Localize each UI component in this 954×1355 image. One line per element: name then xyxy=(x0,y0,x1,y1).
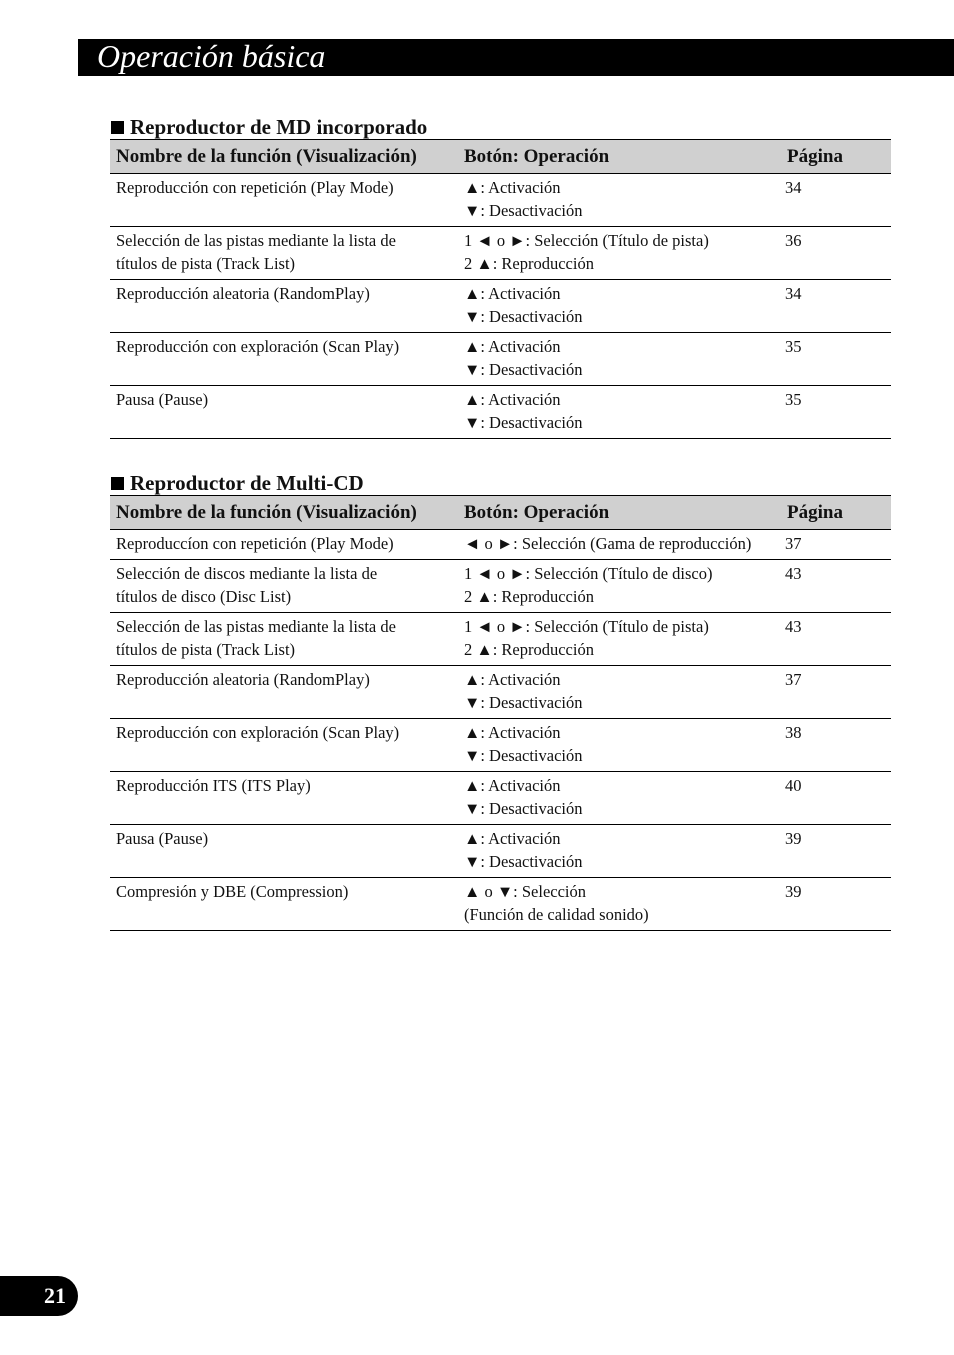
operation-cell-line: ▲: Activación xyxy=(464,337,561,356)
function-name-cell-line: Reproducción aleatoria (RandomPlay) xyxy=(116,284,370,303)
operation-cell xyxy=(458,772,781,825)
operation-cell xyxy=(458,280,781,333)
operation-cell-line: ▲: Activación xyxy=(464,723,561,742)
operation-cell-line: ▲: Activación xyxy=(464,284,561,303)
function-name-cell xyxy=(110,878,458,931)
function-name-cell xyxy=(110,174,458,227)
function-name-cell-line: Pausa (Pause) xyxy=(116,390,209,409)
operation-cell xyxy=(458,333,781,386)
table-row xyxy=(110,613,891,666)
operation-cell-line: 1 ◄ o ►: Selección (Título de pista) xyxy=(464,617,709,636)
function-table xyxy=(110,495,891,931)
function-name-cell-line: Compresión y DBE (Compression) xyxy=(116,882,349,901)
page-number-tab xyxy=(0,1276,78,1316)
page-cell xyxy=(781,530,891,560)
page-cell-line: 40 xyxy=(785,776,802,795)
table-row xyxy=(110,772,891,825)
function-name-cell-line xyxy=(116,850,452,873)
function-name-cell xyxy=(110,825,458,878)
function-name-cell xyxy=(110,280,458,333)
table-row xyxy=(110,825,891,878)
page-cell-line: 34 xyxy=(785,284,802,303)
column-header-page: Página xyxy=(781,496,891,530)
operation-cell-line: ▲: Activación xyxy=(464,776,561,795)
operation-cell-line: ▼: Desactivación xyxy=(464,693,583,712)
section-heading-text: Reproductor de Multi-CD xyxy=(130,471,364,495)
function-name-cell xyxy=(110,560,458,613)
function-name-cell xyxy=(110,227,458,280)
function-name-cell-line: Reproducción con exploración (Scan Play) xyxy=(116,337,400,356)
function-name-cell-line xyxy=(116,411,452,434)
section-multi-cd xyxy=(110,471,891,931)
operation-cell xyxy=(458,613,781,666)
operation-cell xyxy=(458,719,781,772)
operation-cell-line: ▼: Desactivación xyxy=(464,852,583,871)
page-cell xyxy=(781,227,891,280)
operation-cell-line: 2 ▲: Reproducción xyxy=(464,640,594,659)
title-bar xyxy=(78,39,954,76)
operation-cell-line: 1 ◄ o ►: Selección (Título de disco) xyxy=(464,564,713,583)
function-name-cell-line xyxy=(116,199,452,222)
page-cell xyxy=(781,613,891,666)
function-name-cell-line: Reproducción con repetición (Play Mode) xyxy=(116,178,394,197)
operation-cell xyxy=(458,560,781,613)
function-name-cell-line: títulos de disco (Disc List) xyxy=(116,587,292,606)
operation-cell-line: ▼: Desactivación xyxy=(464,746,583,765)
section-heading xyxy=(110,471,891,495)
operation-cell-line: ▲ o ▼: Selección xyxy=(464,882,587,901)
column-header-page: Página xyxy=(781,140,891,174)
operation-cell-line: ▲: Activación xyxy=(464,829,561,848)
section-heading xyxy=(110,115,891,139)
page-cell xyxy=(781,666,891,719)
page-cell xyxy=(781,719,891,772)
operation-cell xyxy=(458,878,781,931)
operation-cell-line: (Función de calidad sonido) xyxy=(464,905,649,924)
page-cell-line: 35 xyxy=(785,337,802,356)
table-header-row xyxy=(110,140,891,174)
operation-cell xyxy=(458,825,781,878)
page-cell xyxy=(781,825,891,878)
operation-cell-line: ▼: Desactivación xyxy=(464,799,583,818)
table-row xyxy=(110,280,891,333)
table-row xyxy=(110,560,891,613)
page-cell xyxy=(781,560,891,613)
page-cell xyxy=(781,386,891,439)
table-row xyxy=(110,666,891,719)
page-title: Operación básica xyxy=(97,38,326,74)
square-bullet-icon xyxy=(111,477,124,490)
page-cell xyxy=(781,333,891,386)
operation-cell-line: ◄ o ►: Selección (Gama de reproducción) xyxy=(464,534,752,553)
operation-cell-line: ▼: Desactivación xyxy=(464,413,583,432)
table-row xyxy=(110,878,891,931)
page-cell xyxy=(781,174,891,227)
page-cell-line: 43 xyxy=(785,564,802,583)
function-name-cell xyxy=(110,333,458,386)
function-name-cell xyxy=(110,613,458,666)
page-cell-line: 39 xyxy=(785,829,802,848)
square-bullet-icon xyxy=(111,121,124,134)
table-row xyxy=(110,386,891,439)
table-row xyxy=(110,530,891,560)
function-name-cell-line: Selección de las pistas mediante la lista de xyxy=(116,617,396,636)
page-number: 21 xyxy=(44,1283,66,1308)
operation-cell-line: 1 ◄ o ►: Selección (Título de pista) xyxy=(464,231,709,250)
page-cell-line: 34 xyxy=(785,178,802,197)
function-name-cell-line xyxy=(116,797,452,820)
function-name-cell xyxy=(110,666,458,719)
column-header-name: Nombre de la función (Visualización) xyxy=(110,140,458,174)
operation-cell-line: ▲: Activación xyxy=(464,670,561,689)
section-heading-text: Reproductor de MD incorporado xyxy=(130,115,428,139)
function-name-cell xyxy=(110,772,458,825)
page-cell-line: 35 xyxy=(785,390,802,409)
operation-cell-line: ▼: Desactivación xyxy=(464,201,583,220)
function-name-cell-line xyxy=(116,903,452,926)
table-row xyxy=(110,227,891,280)
function-name-cell-line: Selección de las pistas mediante la lista de xyxy=(116,231,396,250)
page-cell-line: 39 xyxy=(785,882,802,901)
table-row xyxy=(110,174,891,227)
operation-cell-line: ▼: Desactivación xyxy=(464,360,583,379)
function-name-cell xyxy=(110,530,458,560)
table-row xyxy=(110,719,891,772)
page-cell xyxy=(781,878,891,931)
page-cell-line: 38 xyxy=(785,723,802,742)
page-cell xyxy=(781,280,891,333)
function-name-cell-line: Reproduccíon con repetición (Play Mode) xyxy=(116,534,394,553)
function-name-cell-line: títulos de pista (Track List) xyxy=(116,640,296,659)
function-name-cell-line: Reproducción ITS (ITS Play) xyxy=(116,776,311,795)
function-name-cell-line: Pausa (Pause) xyxy=(116,829,209,848)
function-name-cell-line: Reproducción aleatoria (RandomPlay) xyxy=(116,670,370,689)
operation-cell xyxy=(458,227,781,280)
page-cell-line: 43 xyxy=(785,617,802,636)
page-cell-line: 37 xyxy=(785,534,802,553)
operation-cell xyxy=(458,386,781,439)
function-name-cell-line: Selección de discos mediante la lista de xyxy=(116,564,378,583)
function-name-cell-line: Reproducción con exploración (Scan Play) xyxy=(116,723,400,742)
page-cell xyxy=(781,772,891,825)
table-header-row xyxy=(110,496,891,530)
column-header-operation: Botón: Operación xyxy=(458,140,781,174)
operation-cell-line: ▲: Activación xyxy=(464,390,561,409)
page-cell-line: 37 xyxy=(785,670,802,689)
operation-cell xyxy=(458,530,781,560)
function-name-cell-line xyxy=(116,305,452,328)
function-table xyxy=(110,139,891,439)
table-row xyxy=(110,333,891,386)
function-name-cell-line xyxy=(116,744,452,767)
operation-cell-line: 2 ▲: Reproducción xyxy=(464,587,594,606)
section-md xyxy=(110,115,891,439)
column-header-operation: Botón: Operación xyxy=(458,496,781,530)
operation-cell xyxy=(458,666,781,719)
function-name-cell xyxy=(110,719,458,772)
page-cell-line: 36 xyxy=(785,231,802,250)
function-name-cell xyxy=(110,386,458,439)
function-name-cell-line xyxy=(116,358,452,381)
operation-cell-line: ▼: Desactivación xyxy=(464,307,583,326)
function-name-cell-line xyxy=(116,691,452,714)
operation-cell xyxy=(458,174,781,227)
function-name-cell-line: títulos de pista (Track List) xyxy=(116,254,296,273)
operation-cell-line: ▲: Activación xyxy=(464,178,561,197)
operation-cell-line: 2 ▲: Reproducción xyxy=(464,254,594,273)
column-header-name: Nombre de la función (Visualización) xyxy=(110,496,458,530)
